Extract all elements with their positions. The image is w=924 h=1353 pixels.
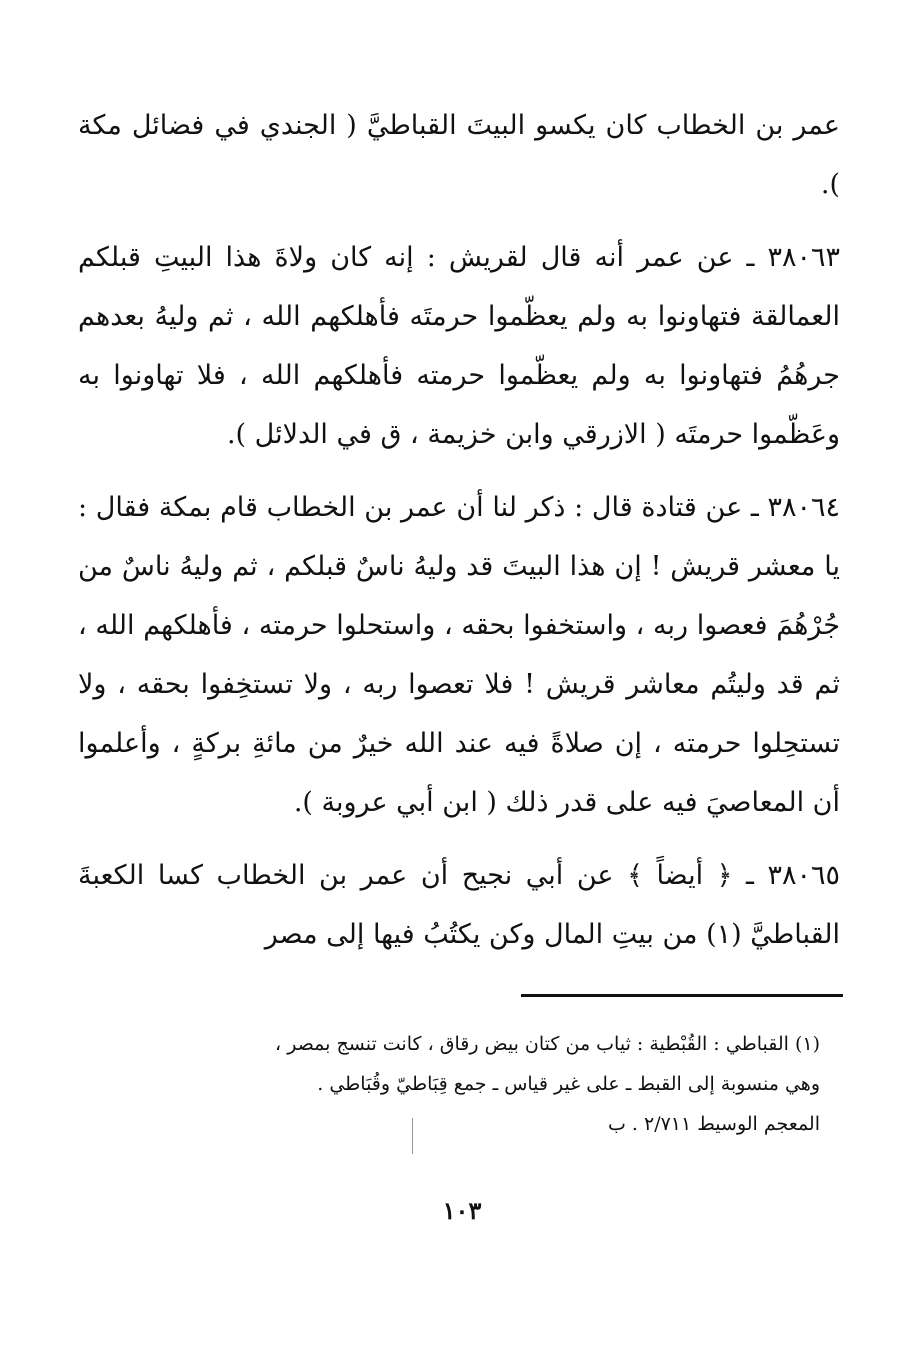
footnote-separator (521, 994, 843, 997)
footnote-line: (١) القباطي : القُبْطية : ثياب من كتان بيض رقاق ، كانت تنسج بمصر ، (275, 1033, 820, 1055)
paragraph-38064: ٣٨٠٦٤ ـ عن قتادة قال : ذكر لنا أن عمر بن الخطاب قام بمكة فقال : يا معشر قريش ! إن هذا البيتَ قد وليهُ ناسٌ قبلكم ، ثم وليهُ ناسٌ من جُرْهُمَ فعصوا ربه ، واستخفوا بحقه ، واستحلوا حرمته ، فأهلكهم الله ، ثم قد وليتُم معاشر قريش ! فلا تعصوا ربه ، ولا تستخِفوا بحقه ، ولا تستحِلوا حرمته ، إن صلاةً فيه عند الله خيرٌ من مائةِ بركةٍ ، وأعلموا أن المعاصيَ فيه على قدر ذلك ( ابن أبي عروبة ). (78, 492, 840, 818)
paragraph-38065: ٣٨٠٦٥ ـ ﴿ أيضاً ﴾ عن أبي نجيح أن عمر بن الخطاب كسا الكعبةَ القباطيَّ (١) من بيتِ المال وكن يكتُبُ فيها إلى مصر (78, 860, 840, 950)
paragraph-continuation: عمر بن الخطاب كان يكسو البيتَ القباطيَّ ( الجندي في فضائل مكة ). (78, 110, 840, 200)
footnote (100, 1024, 820, 1144)
footnote-line: وهي منسوبة إلى القبط ـ على غير قياس ـ جمع قِبَاطيّ وقُبَاطي . (317, 1073, 820, 1095)
footnote-line: المعجم الوسيط ٢/٧١١ . ب (607, 1113, 820, 1135)
paragraph-38063: ٣٨٠٦٣ ـ عن عمر أنه قال لقريش : إنه كان ولاةَ هذا البيتِ قبلكم العمالقة فتهاونوا به ولم يعظّموا حرمتَه فأهلكهم الله ، ثم وليهُ بعدهم جرهُمُ فتهاونوا به ولم يعظّموا حرمته فأهلكهم الله ، فلا تهاونوا به وعَظّموا حرمتَه ( الازرقي وابن خزيمة ، ق في الدلائل ). (78, 242, 841, 450)
scan-mark (412, 1118, 413, 1154)
page-number: ١٠٣ (442, 1196, 482, 1225)
main-text (78, 96, 840, 978)
